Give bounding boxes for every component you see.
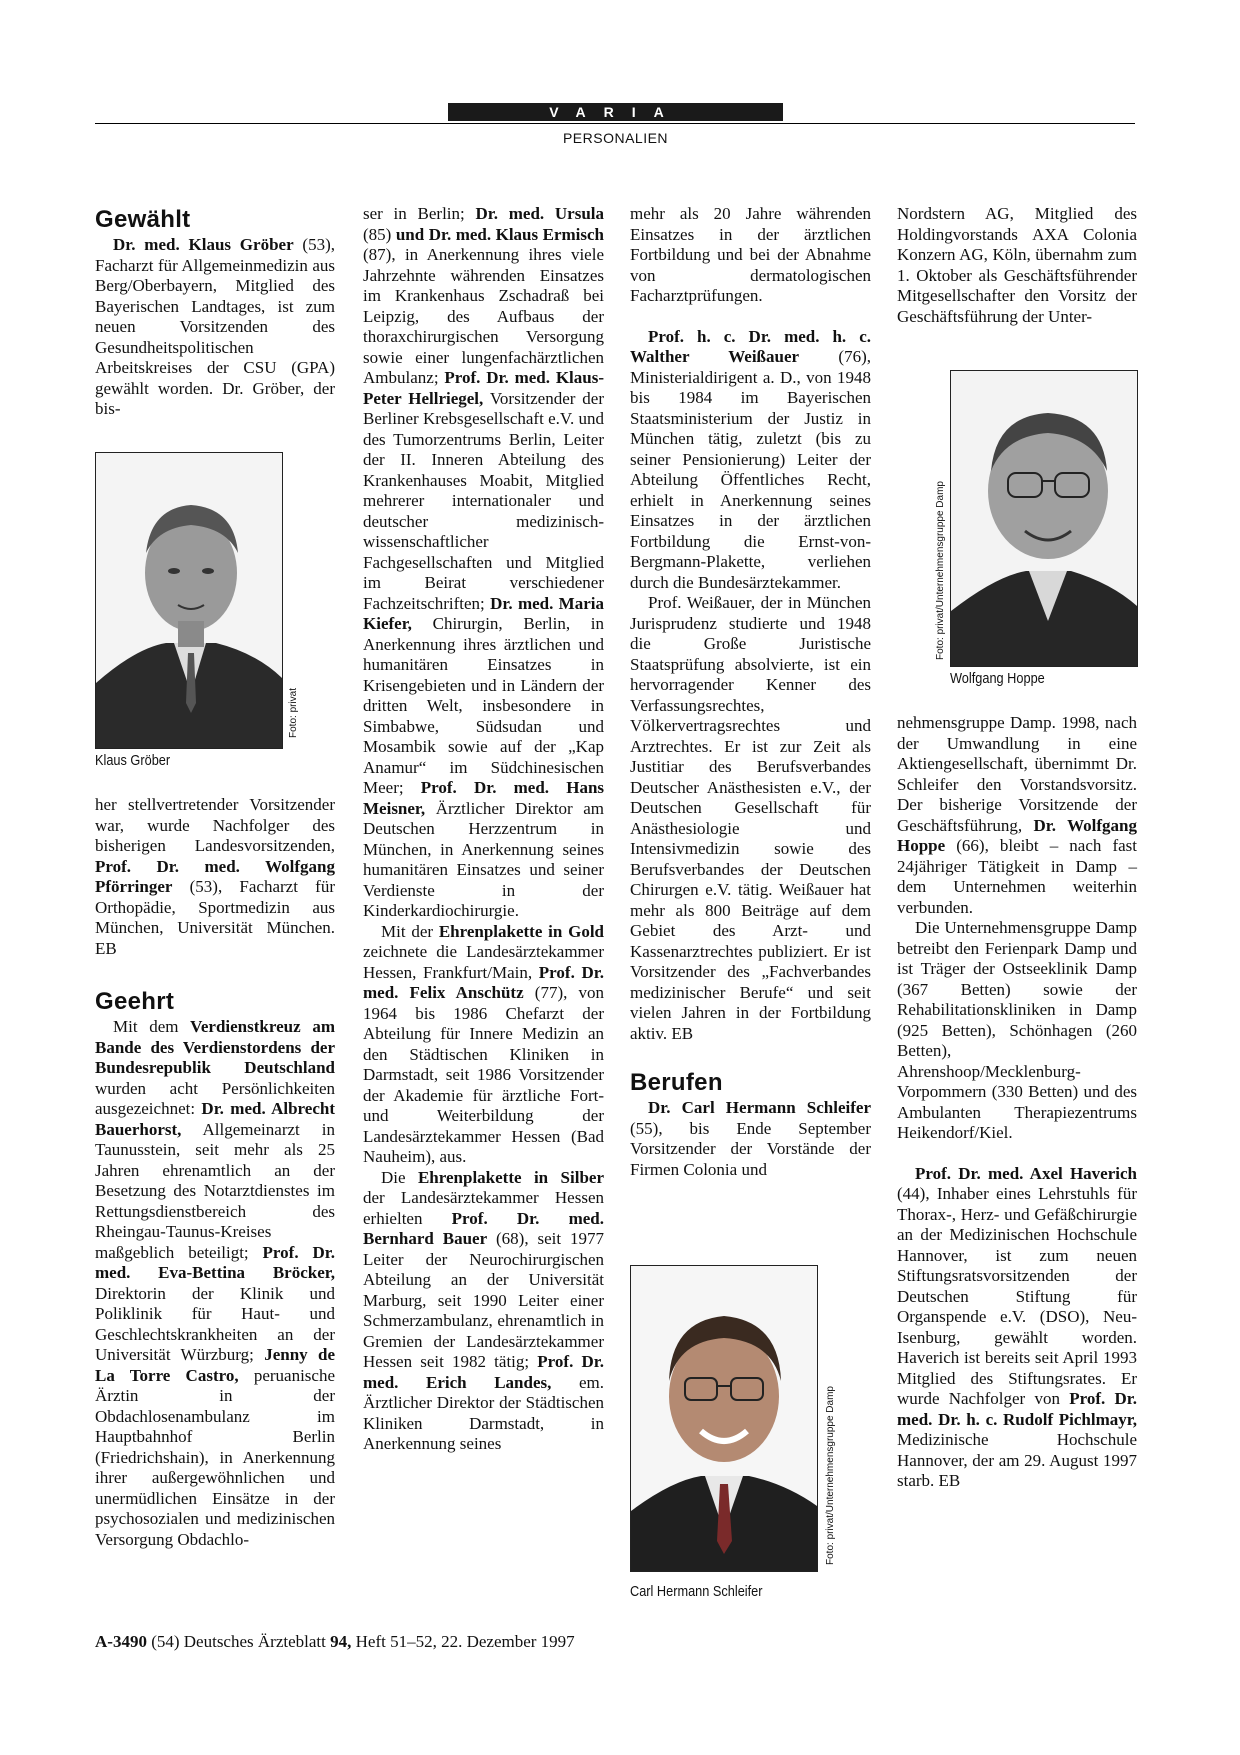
category-bar: VARIA (448, 103, 783, 121)
article-schleifer: Dr. Carl Hermann Schleifer (55), bis Ende September Vorsitzender der Vorstände der Firmen Colonia und (630, 1098, 871, 1179)
article-landes-cont: mehr als 20 Jahre währenden Einsatzes in der ärztlichen Fortbildung und bei der Abnahme von dermatologischen Facharztprüfungen. (630, 204, 871, 305)
photo-credit-schleifer: Foto: privat/Unternehmensgruppe Damp (825, 1386, 836, 1565)
article-verdienstkreuz-cont: ser in Berlin; Dr. med. Ursula (85) und Dr. med. Klaus Ermisch (87), in Anerkennung ihres viele Jahrzehnte währenden Einsatzes im Krankenhaus Zschadraß bei Leipzig, des Aufbaus der thoraxchirurgischen Versorgung sowie einer lungenfachärztlichen Ambulanz; Prof. Dr. med. Klaus-Peter Hellriegel, Vorsitzender der Berliner Krebsgesellschaft e.V. und des Tumorzentrums Berlin, Leiter der II. Inneren Abteilung des Krankenhauses Moabit, Mitglied mehrerer internationaler und deutscher medizinisch-wissenschaftlicher Fachgesellschaften und Mitglied im Beirat verschiedener Fachzeitschriften; Dr. med. Maria Kiefer, Chirurgin, Berlin, in Anerkennung ihres ärztlichen und humanitären Einsatzes in Krisengebieten und in Ländern der dritten Welt, insbesondere in Simbabwe, Südsudan und Mosambik sowie auf der „Kap Anamur“ im Südchinesischen Meer; Prof. Dr. med. Hans Meisner, Ärztlicher Direktor am Deutschen Herzzentrum in München, in Anerkennung seines humanitären Einsatzes und seiner Verdienste in der Kinderkardiochirurgie. (363, 204, 605, 920)
column-1 (95, 205, 335, 420)
footer-volume: 94, (330, 1632, 352, 1651)
column-1-cont (95, 795, 335, 1550)
article-schleifer-cont: Nordstern AG, Mitglied des Holdingvorstands AXA Colonia Konzern AG, Köln, übernahm zum 1. Oktober als Geschäftsführender Mitgesellschafter den Vorsitz der Geschäftsführung der Unter- (897, 204, 1137, 326)
caption-groeber: Klaus Gröber (95, 752, 171, 769)
photo-hoppe (950, 370, 1138, 667)
portrait-graphic (96, 453, 282, 748)
article-verdienstkreuz: Mit dem Verdienstkreuz am Bande des Verdienstordens der Bundesrepublik Deutschland wurden acht Persönlichkeiten ausgezeichnet: Dr. med. Albrecht Bauerhorst, Allgemeinarzt in Taunusstein, seit mehr als 25 Jahren ehrenamtlich an der Besetzung des Notarztdienstes im Rettungsdienstbereich des Rheingau-Taunus-Kreises maßgeblich beteiligt; Prof. Dr. med. Eva-Bettina Bröcker, Direktorin der Klinik und Poliklinik für Haut- und Geschlechtskrankheiten an der Universität Würzburg; Jenny de La Torre Castro, peruanische Ärztin in der Obdachlosenambulanz im Hauptbahnhof Berlin (Friedrichshain), in Anerkennung ihrer außergewöhnlichen und unermüdlichen Einsätze in der psychosozialen und medizinischen Versorgung Obdachlo- (95, 1017, 336, 1549)
column-2 (363, 204, 604, 1455)
photo-credit-hoppe: Foto: privat/Unternehmensgruppe Damp (935, 481, 946, 660)
portrait-graphic (951, 371, 1137, 666)
article-weissauer: Prof. h. c. Dr. med. h. c. Walther Weißauer (76), Ministerialdirigent a. D., von 1948 bis 1984 im Bayerischen Staatsministerium der Justiz in München tätig, zuletzt (bis zu seiner Pensionierung) Leiter der Abteilung Öffentliches Recht, erhielt in Anerkennung seines Einsatzes in der ärztlichen Fortbildung die Ernst-von-Bergmann-Plakette, verliehen durch die Bundesärztekammer. (630, 326, 871, 592)
heading-berufen: Berufen (630, 1069, 723, 1096)
header-rule (95, 123, 1135, 124)
column-4 (897, 204, 1137, 327)
section-label: PERSONALIEN (562, 130, 669, 146)
page-code: A-3490 (95, 1632, 147, 1651)
portrait-graphic (631, 1266, 817, 1571)
column-4-cont (897, 713, 1137, 1492)
article-hoppe: nehmensgruppe Damp. 1998, nach der Umwandlung in eine Aktiengesellschaft, übernimmt Dr. Schleifer den Vorstandsvorsitz. Der bisherige Vorsitzende der Geschäftsführung, Dr. Wolfgang Hoppe (66), bleibt – nach fast 24jähriger Tätigkeit in Damp – dem Unternehmen weiterhin verbunden. (897, 713, 1137, 917)
article-groeber-cont: her stellvertretender Vorsitzender war, wurde Nachfolger des bisherigen Landesvorsitzenden, Prof. Dr. med. Wolfgang Pförringer (53), Facharzt für Orthopädie, Sportmedizin aus München, Universität München. EB (95, 795, 335, 958)
photo-groeber (95, 452, 283, 749)
article-ehrenplakette-gold: Mit der Ehrenplakette in Gold zeichnete die Landesärztekammer Hessen, Frankfurt/Main, Prof. Dr. med. Felix Anschütz (77), von 1964 bis 1986 Chefarzt der Abteilung für Innere Medizin an den Städtischen Kliniken in Darmstadt, seit 1986 Vorsitzender der Akademie für ärztliche Fort- und Weiterbildung der Landesärztekammer Hessen (Bad Nauheim), aus. (363, 921, 605, 1166)
photo-schleifer (630, 1265, 818, 1572)
footer-issue: Heft 51–52, 22. Dezember 1997 (351, 1632, 575, 1651)
footer-journal: (54) Deutsches Ärzteblatt (151, 1632, 331, 1651)
photo-credit-groeber: Foto: privat (288, 687, 299, 738)
column-3 (630, 204, 871, 1180)
article-damp: Die Unternehmensgruppe Damp betreibt den Ferienpark Damp und ist Träger der Ostseeklinik Damp (367 Betten) sowie der Rehabilitationskliniken in Damp (925 Betten), Schönhagen (260 Betten), Ahrenshoop/Mecklenburg-Vorpommern (330 Betten) und des Ambulanten Therapiezentrums Heikendorf/Kiel. (897, 918, 1137, 1142)
caption-schleifer: Carl Hermann Schleifer (630, 1583, 763, 1600)
article-ehrenplakette-silber: Die Ehrenplakette in Silber der Landesärztekammer Hessen erhielten Prof. Dr. med. Bernhard Bauer (68), seit 1977 Leiter der Neurochirurgischen Abteilung an der Universität Marburg, seit 1990 Leiter einer Schmerzambulanz, ehrenamtlich in Gremien der Landesärztekammer Hessen seit 1982 tätig; Prof. Dr. med. Erich Landes, em. Ärztlicher Direktor der Städtischen Kliniken Darmstadt, in Anerkennung seines (363, 1167, 605, 1453)
article-weissauer-cont: Prof. Weißauer, der in München Jurisprudenz studierte und 1948 die Große Juristische Staatsprüfung absolvierte, ist ein hervorragender Kenner des Verfassungsrechtes, Völkervertragsrechtes und Arztrechtes. Er ist zur Zeit als Justitiar des Berufsverbandes Deutscher Anästhesisten e.V., der Deutschen Gesellschaft für Anästhesiologie und Intensivmedizin sowie des Berufsverbandes der Deutschen Chirurgen e.V. tätig. Weißauer hat mehr als 800 Beiträge auf dem Gebiet des Arzt- und Kassenarztrechtes publiziert. Er ist Vorsitzender des „Fachverbandes medizinischer Berufe“ und seit vielen Jahren in der Fortbildung aktiv. EB (630, 593, 871, 1043)
heading-gewaehlt: Gewählt (95, 206, 191, 233)
article-haverich: Prof. Dr. med. Axel Haverich (44), Inhaber eines Lehrstuhls für Thorax-, Herz- und Gefäßchirurgie an der Medizinischen Hochschule Hannover, ist zum neuen Stiftungsratsvorsitzenden der Deutschen Stiftung für Organspende e.V. (DSO), Neu-Isenburg, gewählt worden. Haverich ist bereits seit April 1993 Mitglied des Stiftungsrates. Er wurde Nachfolger von Prof. Dr. med. Dr. h. c. Rudolf Pichlmayr, Medizinische Hochschule Hannover, der am 29. August 1997 starb. EB (897, 1163, 1137, 1490)
heading-geehrt: Geehrt (95, 988, 175, 1015)
article-groeber: Dr. med. Klaus Gröber (53), Facharzt für Allgemeinmedizin aus Berg/Oberbayern, Mitglied des Bayerischen Landtages, ist zum neuen Vorsitzenden des Gesundheitspolitischen Arbeitskreises der CSU (GPA) gewählt worden. Dr. Gröber, der bis- (95, 235, 335, 418)
page-footer (95, 1632, 575, 1652)
caption-hoppe: Wolfgang Hoppe (950, 670, 1045, 687)
